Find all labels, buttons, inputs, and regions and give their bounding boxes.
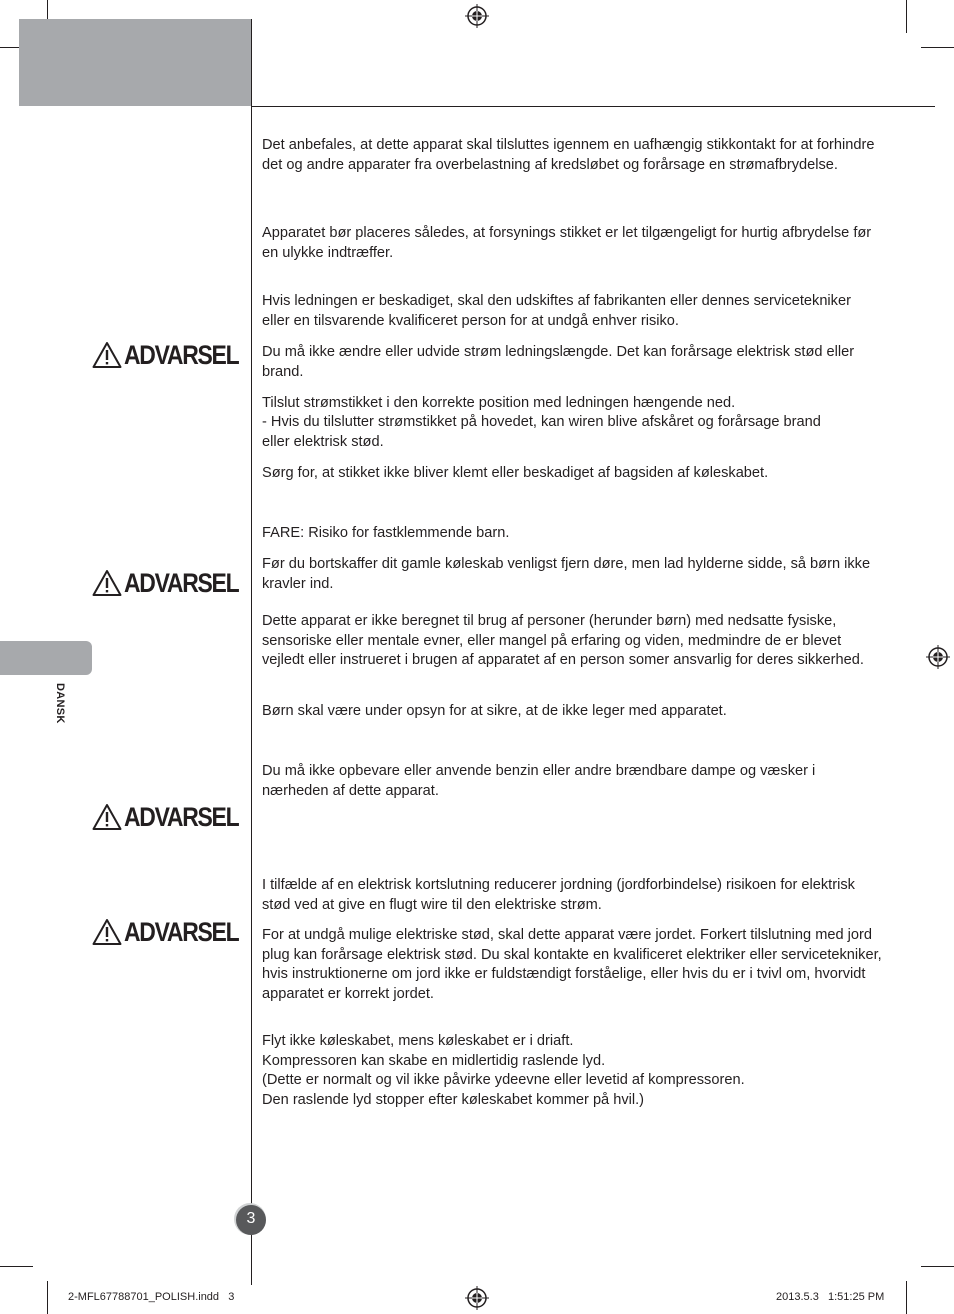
paragraph: Det anbefales, at dette apparat skal tilsluttes igennem en uafhængig stikkontakt for at forhindre det og andre apparater fra overbelastning af kredsløbet og forårsage en strømafbrydelse. xyxy=(262,137,875,173)
paragraph: Før du bortskaffer dit gamle køleskab venligst fjern døre, men lad hylderne sidde, så børn ikke kravler ind. xyxy=(262,556,871,592)
paragraph: Apparatet bør placeres således, at forsynings stikket er let tilgængeligt for hurtig afbrydelse før en ulykke indtræffer. xyxy=(262,225,872,261)
paragraph: Du må ikke ændre eller udvide strøm ledningslængde. Det kan forårsage elektrisk stød eller brand. xyxy=(262,344,855,380)
header-box xyxy=(19,19,251,106)
warning-triangle-icon xyxy=(92,341,122,369)
language-tab xyxy=(0,641,92,675)
warning-label: ADVARSEL xyxy=(124,917,239,947)
crop-mark xyxy=(47,1281,48,1314)
warning-label: ADVARSEL xyxy=(124,568,239,598)
warning-label: ADVARSEL xyxy=(124,802,239,832)
paragraph: FARE: Risiko for fastklemmende barn. xyxy=(262,525,510,541)
footer-timestamp: 2013.5.3 1:51:25 PM xyxy=(776,1291,885,1303)
paragraph: For at undgå mulige elektriske stød, skal dette apparat være jordet. Forkert tilslutning med jord plug kan forårsage elektrisk stød. Du skal kontakte en kvalificeret elektriker eller servicetekniker, hvis instruktionerne om jord ikke er fuldstændigt forståelige, eller hvis du er i tvivl om, hvorvidt apparatet er korrekt jordet. xyxy=(262,927,882,1002)
footer-file-name: 2-MFL67788701_POLISH.indd 3 xyxy=(68,1291,235,1303)
warning-badge xyxy=(92,340,259,370)
paragraph: Tilslut strømstikket i den korrekte position med ledningen hængende ned. xyxy=(262,395,736,411)
warning-badge xyxy=(92,568,259,598)
warning-label: ADVARSEL xyxy=(124,340,239,370)
warning-triangle-icon xyxy=(92,803,122,831)
paragraph: I tilfælde af en elektrisk kortslutning reducerer jordning (jordforbindelse) risikoen for elektrisk stød ved at give en flugt wire til den elektriske strøm. xyxy=(262,877,855,913)
registration-mark-icon xyxy=(465,1286,489,1310)
registration-mark-icon xyxy=(465,4,489,28)
paragraph: Hvis ledningen er beskadiget, skal den udskiftes af fabrikanten eller dennes servicetekniker eller en tilsvarende kvalificeret person for at undgå enhver risiko. xyxy=(262,293,851,329)
crop-mark xyxy=(906,0,907,33)
warning-badge xyxy=(92,802,259,832)
paragraph-bullet: - Hvis du tilslutter strømstikket på hovedet, kan wiren blive afskåret og forårsage brand eller elektrisk stød. xyxy=(262,414,821,450)
crop-mark xyxy=(906,1281,907,1314)
paragraph: Børn skal være under opsyn for at sikre, at de ikke leger med apparatet. xyxy=(262,703,727,719)
paragraph: Dette apparat er ikke beregnet til brug af personer (herunder børn) med nedsatte fysiske, sensoriske eller mentale evner, eller mangel på erfaring og viden, medmindre de er blevet vejledt eller instrueret i brugen af apparatet af en person somer ansvarlig for deres sikkerhed. xyxy=(262,613,864,669)
warning-badge xyxy=(92,917,259,947)
paragraph: Du må ikke opbevare eller anvende benzin eller andre brændbare dampe og væsker i nærheden af dette apparat. xyxy=(262,763,816,799)
warning-triangle-icon xyxy=(92,569,122,597)
language-label: DANSK xyxy=(54,683,66,724)
paragraph: Flyt ikke køleskabet, mens køleskabet er i driaft. Kompressoren kan skabe en midlertidig raslende lyd. (Dette er normalt og vil ikke påvirke ydeevne eller levetid af kompressoren. Den raslende lyd stopper efter køleskabet kommer på hvil.) xyxy=(262,1033,745,1108)
header-rule xyxy=(251,106,935,107)
crop-mark xyxy=(921,47,954,48)
page-number: 3 xyxy=(236,1205,266,1235)
crop-mark xyxy=(0,1266,33,1267)
registration-mark-icon xyxy=(926,645,950,669)
crop-mark xyxy=(921,1266,954,1267)
warning-triangle-icon xyxy=(92,918,122,946)
column-divider xyxy=(251,19,252,1285)
paragraph: Sørg for, at stikket ikke bliver klemt eller beskadiget af bagsiden af køleskabet. xyxy=(262,465,769,481)
